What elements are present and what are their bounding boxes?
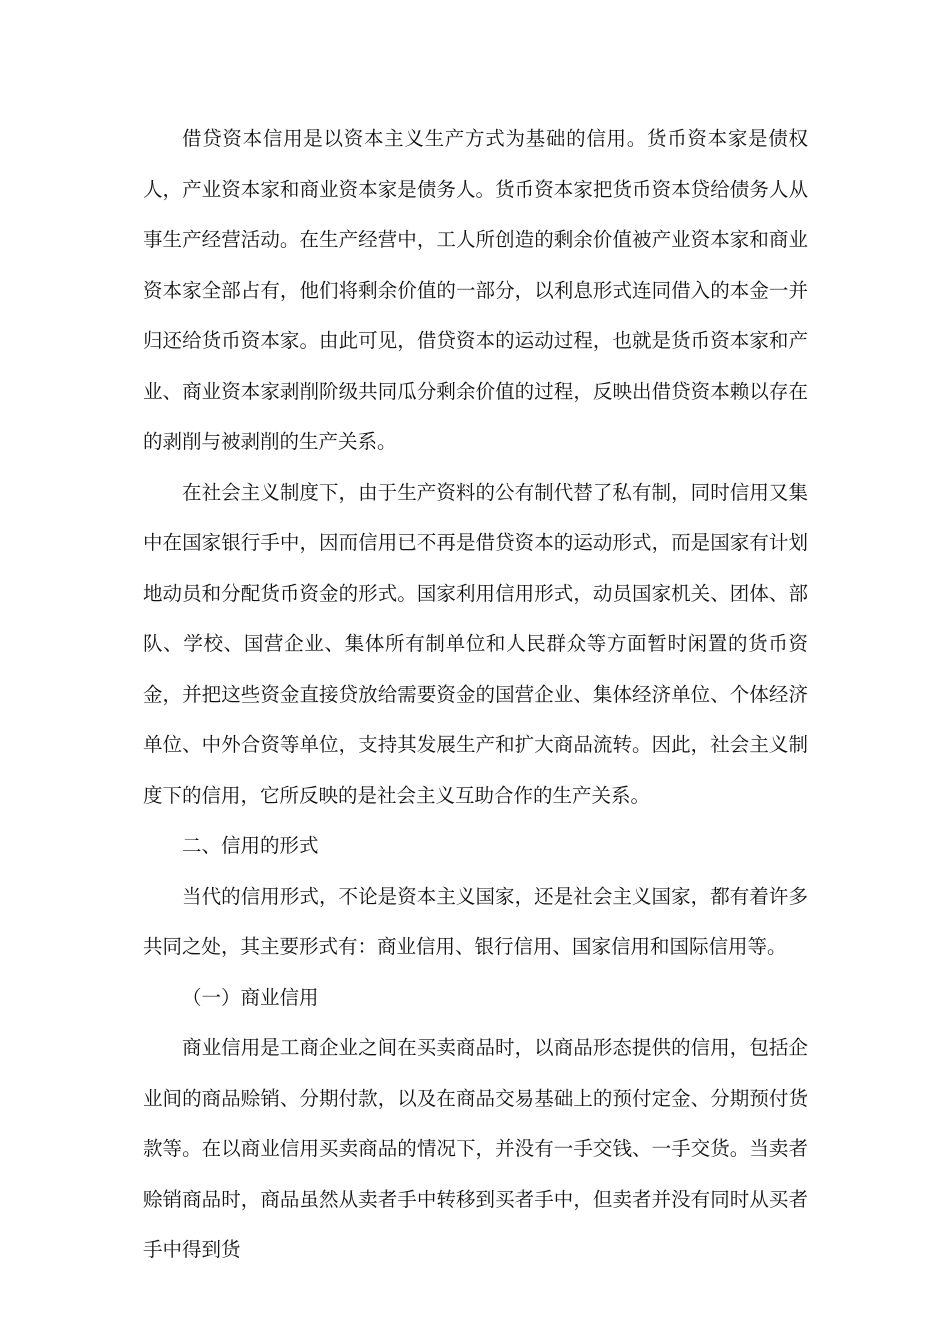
paragraph-socialist-credit: 在社会主义制度下，由于生产资料的公有制代替了私有制，同时信用又集中在国家银行手中，因而信用已不再是借贷资本的运动形式，而是国家有计划地动员和分配货币资金的形式。国家利用信用形式，动员国家机关、团体、部队、学校、国营企业、集体所有制单位和人民群众等方面暂时闲置的货币资金，并把这些资金直接贷放给需要资金的国营企业、集体经济单位、个体经济单位、中外合资等单位，支持其发展生产和扩大商品流转。因此，社会主义制度下的信用，它所反映的是社会主义互助合作的生产关系。 — [143, 480, 808, 807]
paragraph-credit-forms-intro: 当代的信用形式，不论是资本主义国家，还是社会主义国家，都有着许多共同之处，其主要形式有：商业信用、银行信用、国家信用和国际信用等。 — [143, 884, 808, 958]
paragraph-commercial-credit: 商业信用是工商企业之间在买卖商品时，以商品形态提供的信用，包括企业间的商品赊销、分期付款，以及在商品交易基础上的预付定金、分期预付货款等。在以商业信用买卖商品的情况下，并没有一手交钱、一手交货。当卖者赊销商品时，商品虽然从卖者手中转移到买者手中，但卖者并没有同时从买者手中得到货 — [143, 1036, 808, 1261]
subsection-heading-commercial-credit: （一）商业信用 — [182, 985, 319, 1009]
section-heading-credit-forms: 二、信用的形式 — [182, 834, 319, 857]
document-body — [143, 114, 808, 1276]
paragraph-loan-capital-credit: 借贷资本信用是以资本主义生产方式为基础的信用。货币资本家是债权人，产业资本家和商业资本家是债务人。货币资本家把货币资本贷给债务人从事生产经营活动。在生产经营中，工人所创造的剩余价值被产业资本家和商业资本家全部占有，他们将剩余价值的一部分，以利息形式连同借入的本金一并归还给货币资本家。由此可见，借贷资本的运动过程，也就是货币资本家和产业、商业资本家剥削阶级共同瓜分剩余价值的过程，反映出借贷资本赖以存在的剥削与被剥削的生产关系。 — [143, 127, 808, 453]
